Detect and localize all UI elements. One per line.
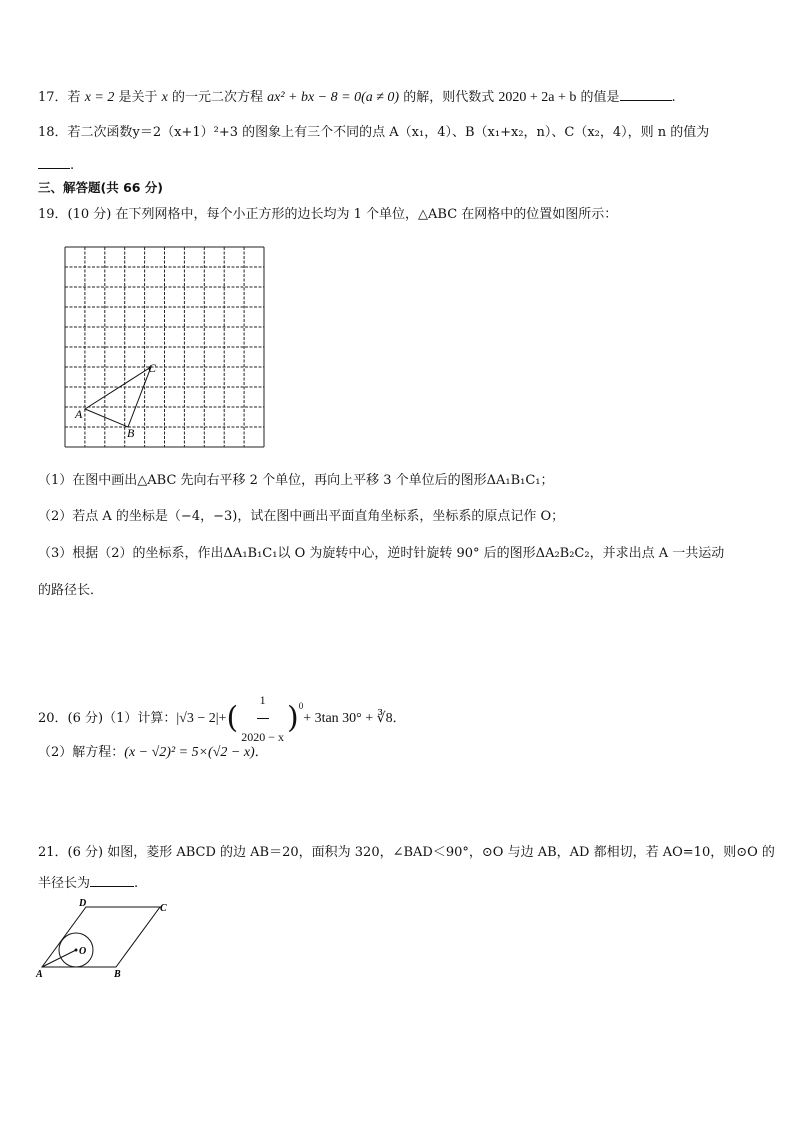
q17-variable: x: [161, 90, 168, 105]
q20-part-2-label: （2）解方程：: [38, 745, 125, 760]
question-19-part-3-cont: 的路径长．: [38, 583, 104, 598]
q20-end-1: ．: [392, 711, 406, 726]
question-18-answer-line: [38, 156, 74, 175]
triangle-abc: [85, 367, 151, 427]
question-19-part-2: （2）若点 A 的坐标是（−4，−3)，试在图中画出平面直角坐标系，坐标系的原点记作 O；: [38, 509, 565, 524]
question-18: [38, 124, 709, 142]
q17-mid3: 的解，则代数式: [399, 90, 499, 105]
q18-answer-blank: [38, 156, 70, 169]
q21-text-2: 半径长为: [38, 876, 91, 891]
question-19-part-3: （3）根据（2）的坐标系，作出ΔA₁B₁C₁以 O 为旋转中心，逆时针旋转 90° 后的图形ΔA₂B₂C₂，并求出点 A 一共运动: [38, 546, 725, 561]
q21-answer-blank: [90, 874, 134, 887]
q19-grid-figure: [60, 243, 272, 453]
question-20-part-2: [38, 744, 268, 762]
question-17: [38, 88, 676, 107]
question-19-intro: 19．(10 分) 在下列网格中，每个小正方形的边长均为 1 个单位，△ABC 在网格中的位置如图所示：: [38, 207, 618, 222]
q21-label-a: A: [36, 969, 43, 980]
q17-equation: ax² + bx − 8 = 0(a ≠ 0): [267, 90, 400, 105]
q19-label-b: B: [127, 426, 135, 440]
q20-equation-left: (x − √2)²: [124, 745, 176, 760]
section-3-title: 三、解答题(共 66 分): [38, 180, 164, 195]
q21-end: .: [134, 876, 139, 891]
q19-label-a: A: [75, 407, 83, 421]
q17-expression: 2020 + 2a + b: [498, 90, 577, 105]
q20-part-1-label: 20．(6 分)（1）计算：: [38, 711, 177, 726]
q18-text: 18．若二次函数y＝2（x+1）²+3 的图象上有三个不同的点 A（x₁，4）、B（x₁+x₂，n）、C（x₂，4），则 n 的值为: [38, 125, 710, 140]
q21-label-b: B: [114, 969, 121, 980]
q20-fraction-numerator: 1: [257, 682, 269, 719]
q17-post: 的值是: [576, 90, 620, 105]
q18-end: .: [70, 158, 75, 173]
q17-end: .: [671, 90, 676, 105]
q19-label-c: C: [148, 361, 157, 375]
q20-plus: +: [218, 711, 227, 726]
question-19-part-1: （1）在图中画出△ABC 先向右平移 2 个单位，再向上平移 3 个单位后的图形ΔA₁B₁C₁；: [38, 473, 554, 488]
q17-mid2: 的一元二次方程: [167, 90, 268, 105]
grid-lines: [65, 247, 264, 447]
q17-answer-blank: [620, 88, 672, 101]
question-21-cont: [38, 874, 138, 893]
q20-rest: + 3tan 30° + ∛8: [303, 711, 393, 726]
q20-exponent: 0: [298, 700, 304, 711]
q20-abs-term: |√3 − 2|: [176, 711, 219, 726]
q20-end-2: ．: [254, 745, 268, 760]
q21-label-c: C: [160, 903, 167, 914]
question-21: 21．(6 分) 如图，菱形 ABCD 的边 AB＝20，面积为 320，∠BAD＜90°，⊙O 与边 AB，AD 都相切，若 AO=10，则⊙O 的: [38, 845, 775, 860]
q20-equation-right: = 5×(√2 − x): [175, 745, 255, 760]
question-20-part-1: 20．(6 分)（1）计算：|√3 − 2|+( $\frac{1}{2020 - x}$ )$^0$+ 3tan 30° + ∛8．: [38, 682, 406, 755]
q17-pre: 17．若: [38, 90, 85, 105]
center-point-o: [75, 949, 78, 952]
q17-condition: x = 2: [84, 90, 115, 105]
q17-mid1: 是关于: [114, 90, 162, 105]
q20-fraction-denominator: 2020 − x: [241, 730, 284, 744]
q21-rhombus-figure: [34, 897, 174, 983]
q21-label-o: O: [79, 946, 87, 957]
q21-label-d: D: [79, 898, 87, 909]
